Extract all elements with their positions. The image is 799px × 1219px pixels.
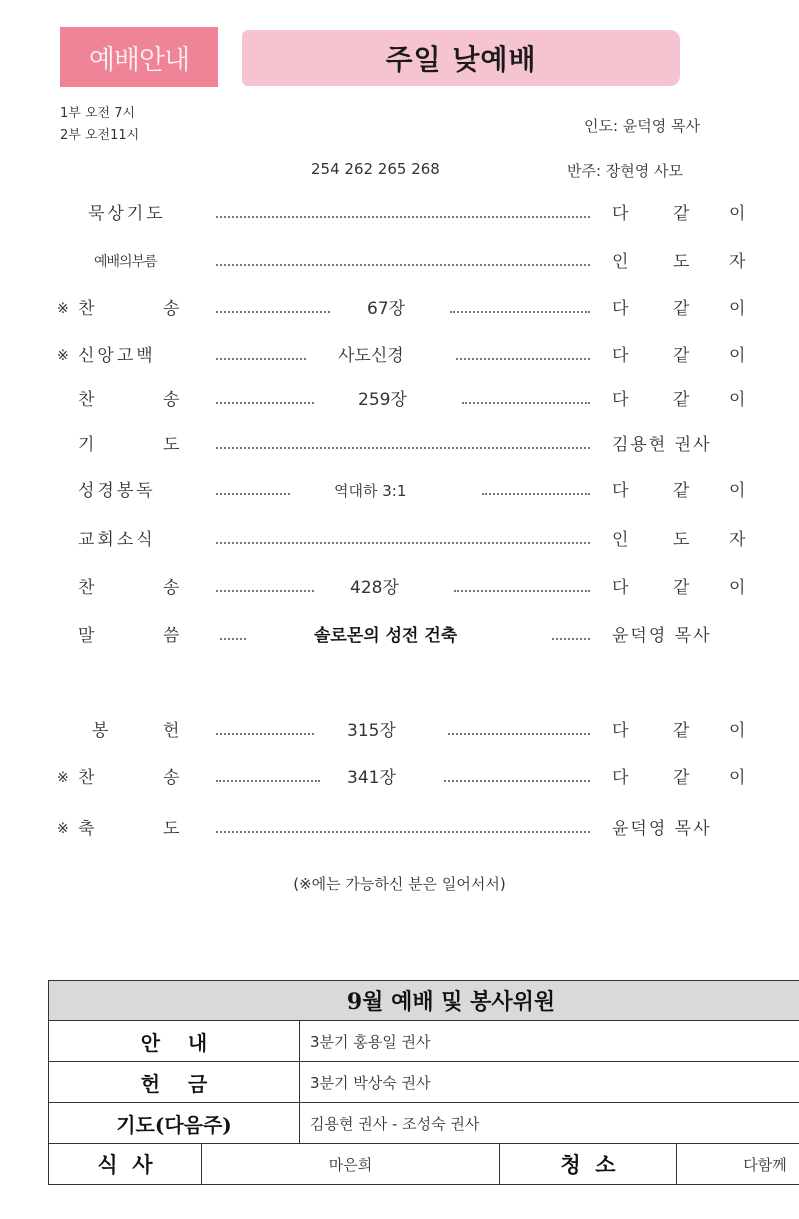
order-resp: 이 (729, 768, 746, 788)
order-resp: 인 (612, 252, 629, 272)
order-item-last: 도 (163, 435, 180, 455)
standing-note: (※에는 가능하신 분은 일어서서) (293, 875, 506, 893)
staff-value-prayer: 김용현 권사 - 조성숙 권사 (300, 1103, 799, 1144)
staff-label-offering: 헌 금 (49, 1062, 300, 1103)
staff-label-meal: 식 사 (49, 1144, 202, 1185)
order-row (0, 341, 799, 371)
order-resp: 자 (729, 252, 746, 272)
dotted-leader (220, 638, 246, 640)
order-row (0, 525, 799, 555)
order-content: 428장 (350, 578, 399, 598)
order-resp: 인 (612, 530, 629, 550)
order-content: 341장 (347, 768, 396, 788)
staff-value-offering: 3분기 박상숙 권사 (300, 1062, 799, 1103)
staff-label-usher: 안 내 (49, 1021, 300, 1062)
order-resp: 이 (729, 390, 746, 410)
order-item-first: 축 (78, 819, 95, 839)
dotted-leader (216, 264, 590, 266)
staff-label-prayer: 기도(다음주) (49, 1103, 300, 1144)
order-row (0, 716, 799, 746)
order-resp: 다 (612, 346, 629, 366)
dotted-leader (216, 311, 330, 313)
order-item-last: 송 (163, 768, 180, 788)
order-resp: 이 (729, 299, 746, 319)
order-resp: 이 (729, 721, 746, 741)
standing-mark-icon: ※ (57, 821, 69, 837)
dotted-leader (216, 733, 314, 735)
order-row (0, 621, 799, 651)
dotted-leader (448, 733, 590, 735)
service-time-1: 1부 오전 7시 (60, 106, 136, 121)
order-resp: 같 (673, 390, 690, 410)
order-item-last: 도 (163, 819, 180, 839)
dotted-leader (216, 831, 590, 833)
order-item-first: 찬 (78, 299, 95, 319)
order-content: 315장 (347, 721, 396, 741)
order-content: 259장 (358, 390, 407, 410)
section-tag: 예배안내 (60, 27, 218, 87)
sermon-title: 솔로몬의 성전 건축 (314, 626, 458, 646)
dotted-leader (216, 542, 590, 544)
order-resp: 도 (673, 252, 690, 272)
order-item-first: 찬 (78, 578, 95, 598)
staff-value-cleaning: 다함께 (677, 1144, 799, 1185)
dotted-leader (216, 402, 314, 404)
order-item-last: 송 (163, 578, 180, 598)
dotted-leader (454, 590, 590, 592)
order-item: 예배의부름 (94, 254, 157, 270)
order-row (0, 476, 799, 506)
staff-table-title: 9월 예배 및 봉사위원 (49, 981, 799, 1021)
dotted-leader (216, 780, 320, 782)
order-resp: 다 (612, 578, 629, 598)
order-item-first: 말 (78, 626, 95, 646)
order-row (0, 247, 799, 277)
order-row (0, 294, 799, 324)
order-item: 신앙고백 (78, 346, 156, 366)
order-resp: 같 (673, 481, 690, 501)
order-resp: 이 (729, 346, 746, 366)
standing-mark-icon: ※ (57, 770, 69, 786)
page-title: 주일 낮예배 (242, 30, 680, 86)
order-item: 성경봉독 (78, 481, 156, 501)
order-resp: 윤덕영 목사 (612, 819, 712, 839)
order-item-first: 봉 (92, 721, 109, 741)
order-resp: 다 (612, 204, 629, 224)
order-row (0, 199, 799, 229)
order-resp: 다 (612, 481, 629, 501)
order-row (0, 573, 799, 603)
dotted-leader (216, 493, 290, 495)
order-resp: 다 (612, 768, 629, 788)
order-resp: 다 (612, 390, 629, 410)
order-row (0, 385, 799, 415)
order-resp: 이 (729, 481, 746, 501)
standing-mark-icon: ※ (57, 348, 69, 364)
order-content: 역대하 3:1 (334, 482, 407, 500)
order-item-first: 찬 (78, 390, 95, 410)
order-item-last: 씀 (163, 626, 180, 646)
order-resp: 다 (612, 299, 629, 319)
order-resp: 같 (673, 299, 690, 319)
staff-table (48, 980, 799, 1185)
dotted-leader (216, 447, 590, 449)
dotted-leader (444, 780, 590, 782)
order-resp: 같 (673, 346, 690, 366)
order-content: 67장 (367, 299, 406, 319)
dotted-leader (450, 311, 590, 313)
order-item: 교회소식 (78, 530, 156, 550)
order-row (0, 763, 799, 793)
hymn-numbers: 254 262 265 268 (311, 160, 440, 178)
order-resp: 자 (729, 530, 746, 550)
order-resp: 김용현 권사 (612, 435, 712, 455)
order-resp: 이 (729, 204, 746, 224)
order-item-first: 기 (78, 435, 95, 455)
dotted-leader (216, 358, 306, 360)
order-resp: 같 (673, 721, 690, 741)
standing-mark-icon: ※ (57, 301, 69, 317)
dotted-leader (216, 216, 590, 218)
order-resp: 이 (729, 578, 746, 598)
order-content: 사도신경 (338, 346, 404, 366)
order-resp: 같 (673, 578, 690, 598)
service-time-2: 2부 오전11시 (60, 128, 140, 143)
dotted-leader (552, 638, 590, 640)
order-row (0, 430, 799, 460)
order-resp: 윤덕영 목사 (612, 626, 712, 646)
dotted-leader (456, 358, 590, 360)
order-resp: 같 (673, 768, 690, 788)
staff-value-meal: 마은희 (202, 1144, 500, 1185)
staff-label-cleaning: 청 소 (500, 1144, 677, 1185)
order-resp: 같 (673, 204, 690, 224)
accompanist-info: 반주: 장현영 사모 (567, 162, 684, 180)
order-item-last: 송 (163, 299, 180, 319)
order-item-last: 헌 (163, 721, 180, 741)
dotted-leader (482, 493, 590, 495)
order-item: 묵상기도 (88, 204, 166, 224)
order-resp: 다 (612, 721, 629, 741)
order-row (0, 814, 799, 844)
order-resp: 도 (673, 530, 690, 550)
dotted-leader (216, 590, 314, 592)
order-item-first: 찬 (78, 768, 95, 788)
order-item-last: 송 (163, 390, 180, 410)
staff-value-usher: 3분기 홍용일 권사 (300, 1021, 799, 1062)
dotted-leader (462, 402, 590, 404)
leader-info: 인도: 윤덕영 목사 (584, 117, 701, 135)
